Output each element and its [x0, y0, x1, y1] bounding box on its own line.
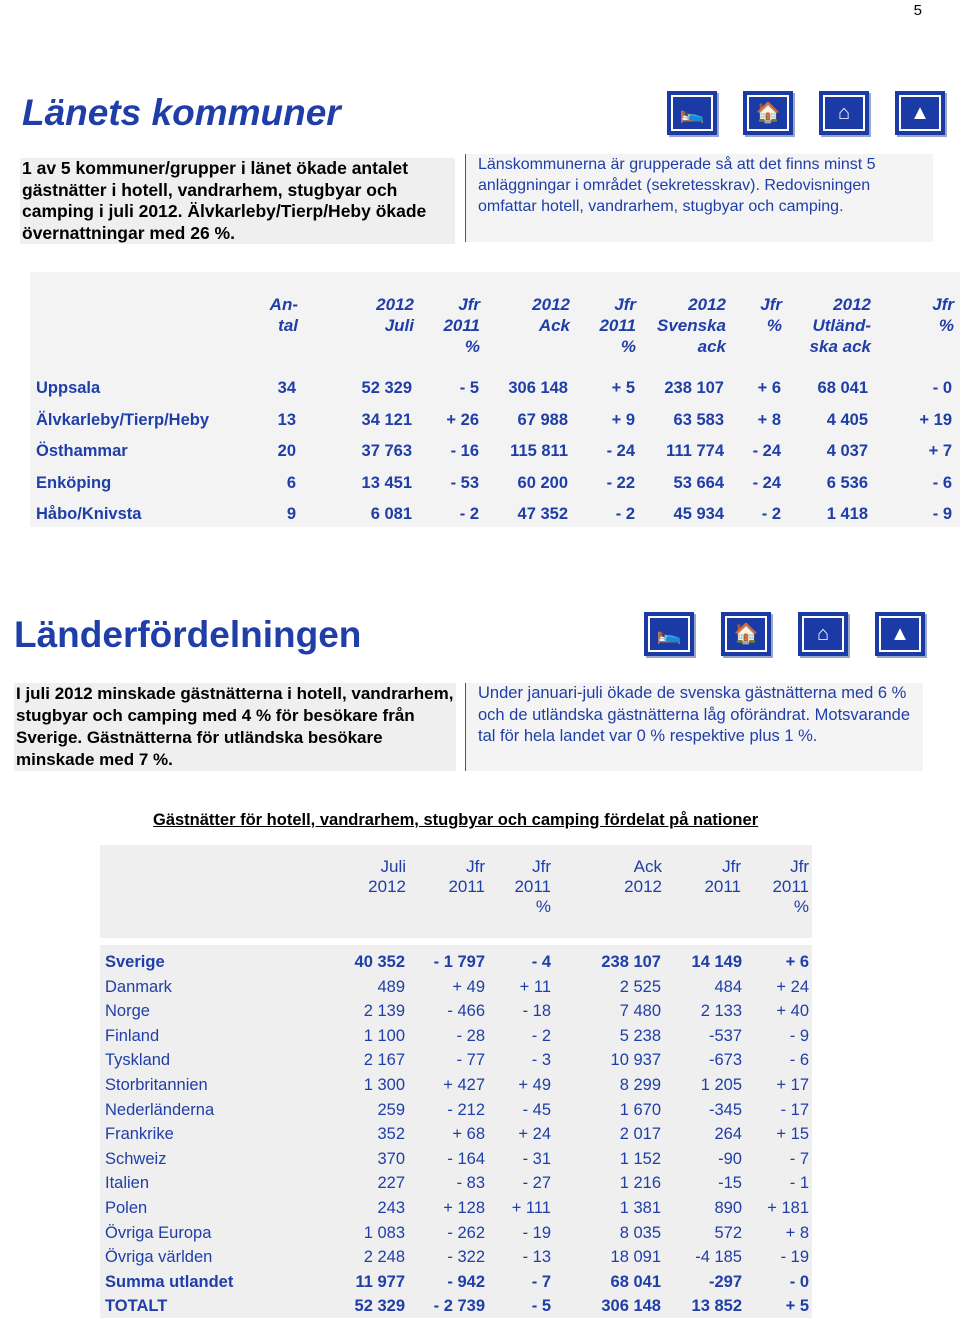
- table2-header-line: %: [793, 897, 809, 916]
- row-name: Övriga världen: [105, 1248, 213, 1267]
- cell-value: -297: [708, 1272, 742, 1291]
- cell-jfr2: - 24: [606, 442, 635, 460]
- table1-header-line: Utländ-: [812, 316, 871, 335]
- table-row: [100, 1101, 812, 1125]
- row-name: TOTALT: [105, 1297, 168, 1316]
- cell-utl: 4 037: [826, 442, 868, 460]
- cell-value: - 31: [522, 1149, 551, 1168]
- row-name: Övriga Europa: [105, 1223, 212, 1242]
- lead-text-lander: I juli 2012 minskade gästnätterna i hotell, vandrarhem, stugbyar och camping med 4 % för besökare från Sverige. Gästnätterna för utländska besökare minskade med 7 %.: [14, 683, 456, 771]
- cell-ack: 306 148: [508, 379, 568, 397]
- cell-utl: 68 041: [817, 379, 868, 397]
- cell-value: 352: [377, 1125, 405, 1144]
- table1-header-line: Juli: [384, 316, 414, 335]
- cell-value: - 7: [531, 1272, 551, 1291]
- cell-value: + 17: [776, 1076, 809, 1094]
- table2-header-line: 2011: [704, 877, 741, 896]
- cell-jfr1: - 53: [450, 473, 479, 492]
- table1-header-line: Jfr: [458, 295, 480, 314]
- row-name: Summa utlandet: [105, 1272, 234, 1291]
- note-text-lander: Under januari-juli ökade de svenska gästnätterna med 6 % och de utländska gästnätterna låg oförändrat. Motsvarande tal för hela landet var 0 % respektive plus 1 %.: [465, 683, 923, 771]
- table2-header-5: [772, 857, 809, 917]
- table2-header-line: 2011: [514, 877, 551, 896]
- cell-jfr4: - 0: [932, 379, 952, 397]
- table1-header-0: [270, 294, 298, 336]
- cell-jfr1: - 2: [459, 505, 479, 523]
- cell-value: 11 977: [355, 1272, 405, 1291]
- table1-header-line: Jfr: [760, 295, 782, 314]
- cell-value: 7 480: [619, 1002, 661, 1021]
- cell-value: 489: [377, 977, 405, 996]
- nations-table: [100, 845, 812, 1318]
- row-name: Storbritannien: [105, 1076, 208, 1094]
- cell-value: 264: [714, 1125, 742, 1144]
- cell-value: 2 139: [363, 1002, 405, 1021]
- cell-value: 18 091: [610, 1248, 661, 1267]
- cell-jfr3: + 6: [757, 379, 781, 397]
- cell-value: 238 107: [601, 953, 661, 971]
- table-row: [30, 442, 960, 466]
- cell-value: 370: [377, 1149, 405, 1168]
- table2-header-line: %: [535, 897, 551, 916]
- page-number: 5: [913, 2, 922, 19]
- cell-value: - 0: [789, 1272, 809, 1291]
- cell-value: + 6: [785, 953, 809, 971]
- section-title-kommuner: Länets kommuner: [22, 92, 341, 133]
- cell-value: + 24: [518, 1125, 551, 1144]
- cell-value: 484: [714, 977, 742, 996]
- cell-value: 306 148: [601, 1297, 661, 1316]
- row-name: Uppsala: [36, 379, 101, 397]
- cell-value: + 8: [785, 1223, 809, 1242]
- cell-value: + 49: [452, 977, 485, 996]
- table2-header-1: [448, 857, 485, 897]
- cell-value: - 19: [522, 1223, 551, 1242]
- table-row: [100, 1150, 812, 1174]
- table2-header-line: Jfr: [532, 857, 551, 876]
- bed-icon: 🛌: [667, 91, 717, 135]
- cell-value: - 19: [780, 1248, 809, 1267]
- cell-utl: 6 536: [826, 473, 868, 492]
- cell-value: 8 035: [619, 1223, 661, 1242]
- cell-juli: 13 451: [361, 473, 412, 492]
- table1-header-6: [760, 294, 782, 336]
- hostel-icon: ⌂: [819, 91, 869, 135]
- cell-value: 1 152: [619, 1149, 661, 1168]
- row-name: Frankrike: [105, 1125, 174, 1144]
- cell-jfr1: + 26: [446, 410, 479, 429]
- row-name: Norge: [105, 1002, 150, 1021]
- cell-value: - 1 797: [433, 953, 485, 971]
- cell-value: 68 041: [610, 1272, 661, 1291]
- cell-value: 2 248: [363, 1248, 405, 1267]
- cell-svenska: 53 664: [673, 473, 724, 492]
- cell-value: 2 525: [619, 977, 661, 996]
- table-row: [100, 1002, 812, 1026]
- table1-header-line: 2012: [688, 295, 726, 314]
- cell-value: 52 329: [354, 1297, 405, 1316]
- cell-value: - 2 739: [433, 1297, 485, 1316]
- cell-value: - 9: [789, 1026, 809, 1045]
- cell-value: - 7: [789, 1149, 809, 1168]
- cell-value: + 5: [785, 1297, 809, 1316]
- cell-jfr3: + 8: [757, 410, 781, 429]
- cell-value: - 322: [447, 1248, 485, 1267]
- cell-value: 1 670: [619, 1100, 661, 1119]
- cell-svenska: 63 583: [673, 410, 724, 429]
- table1-header-line: 2012: [376, 295, 414, 314]
- row-name: Tyskland: [105, 1051, 171, 1070]
- row-name: Polen: [105, 1199, 148, 1217]
- table2-header-line: Ack: [633, 857, 662, 876]
- table-row: [100, 1125, 812, 1149]
- row-name: Italien: [105, 1174, 150, 1193]
- table1-header-line: An-: [269, 295, 298, 314]
- cell-value: 890: [714, 1199, 742, 1217]
- table-row: [100, 1297, 812, 1321]
- row-name: Sverige: [105, 953, 165, 971]
- table-row: [100, 1248, 812, 1272]
- cell-value: 572: [714, 1223, 742, 1242]
- cell-value: - 164: [447, 1149, 485, 1168]
- table1-header-line: Svenska: [657, 316, 726, 335]
- table1-header-8: [932, 294, 954, 336]
- table2-header-line: 2011: [448, 877, 485, 896]
- cell-jfr2: - 22: [606, 473, 635, 492]
- cell-value: - 17: [780, 1100, 809, 1119]
- kommuner-table: [30, 272, 960, 527]
- cell-value: + 24: [776, 977, 809, 996]
- cell-value: 5 238: [619, 1026, 661, 1045]
- cell-ack: 67 988: [517, 410, 568, 429]
- cell-juli: 6 081: [370, 505, 412, 523]
- cell-value: 2 017: [619, 1125, 661, 1144]
- cell-value: 13 852: [691, 1297, 742, 1316]
- cell-value: + 49: [518, 1076, 551, 1094]
- cell-value: -345: [708, 1100, 742, 1119]
- cell-jfr2: - 2: [615, 505, 635, 523]
- row-name: Enköping: [36, 473, 112, 492]
- cell-value: + 128: [443, 1199, 485, 1217]
- table1-header-line: %: [464, 337, 480, 356]
- cell-value: - 262: [447, 1223, 485, 1242]
- cell-jfr1: - 5: [459, 379, 479, 397]
- table2-header-3: [624, 857, 662, 897]
- bed-icon: 🛌: [644, 612, 694, 656]
- row-name: Schweiz: [105, 1149, 167, 1168]
- table-row: [30, 379, 960, 403]
- cell-value: + 11: [519, 977, 551, 996]
- table1-header-2: [443, 294, 480, 357]
- table-row: [100, 978, 812, 1002]
- cell-jfr2: + 5: [611, 379, 635, 397]
- cell-value: 14 149: [691, 953, 742, 971]
- cell-juli: 34 121: [361, 410, 412, 429]
- cell-value: 10 937: [610, 1051, 661, 1070]
- cell-value: -15: [718, 1174, 742, 1193]
- table1-header-4: [599, 294, 636, 357]
- table1-header-line: tal: [278, 316, 298, 335]
- table-row: [100, 1174, 812, 1198]
- row-name: Finland: [105, 1026, 160, 1045]
- cell-jfr2: + 9: [611, 410, 635, 429]
- table-row: [30, 411, 960, 435]
- cell-value: - 942: [447, 1272, 485, 1291]
- cell-svenska: 111 774: [666, 442, 724, 460]
- cell-value: - 3: [531, 1051, 551, 1070]
- cell-antal: 13: [277, 410, 296, 429]
- table-header-separator: [100, 938, 812, 945]
- cell-ack: 60 200: [517, 473, 568, 492]
- table1-header-1: [376, 294, 414, 336]
- cell-value: - 18: [522, 1002, 551, 1021]
- cell-value: -537: [708, 1026, 742, 1045]
- table2-header-line: Jfr: [722, 857, 741, 876]
- table2-header-line: Jfr: [790, 857, 809, 876]
- cell-value: 2 167: [363, 1051, 405, 1070]
- cell-jfr3: - 24: [752, 442, 781, 460]
- table1-header-3: [532, 294, 570, 336]
- cell-value: 40 352: [354, 953, 405, 971]
- table-row: [30, 505, 960, 529]
- cell-value: - 27: [522, 1174, 551, 1193]
- cell-value: -4 185: [695, 1248, 742, 1267]
- cell-value: + 40: [776, 1002, 809, 1021]
- cell-value: 243: [377, 1199, 405, 1217]
- cell-juli: 37 763: [361, 442, 412, 460]
- cell-jfr4: - 9: [932, 505, 952, 523]
- row-name: Östhammar: [36, 442, 128, 460]
- cell-value: - 4: [531, 953, 551, 971]
- cell-value: 1 083: [363, 1223, 405, 1242]
- cabin-icon: 🏠: [721, 612, 771, 656]
- cell-value: - 28: [456, 1026, 485, 1045]
- table1-header-line: ack: [697, 337, 726, 356]
- row-name: Nederländerna: [105, 1100, 215, 1119]
- cell-jfr3: - 24: [752, 473, 781, 492]
- table1-header-line: Jfr: [614, 295, 636, 314]
- cell-svenska: 45 934: [673, 505, 724, 523]
- cell-value: - 77: [456, 1051, 485, 1070]
- table1-header-5: [657, 294, 726, 357]
- table1-header-line: Ack: [538, 316, 570, 335]
- cell-utl: 4 405: [826, 410, 868, 429]
- table-row: [100, 1027, 812, 1051]
- table-row: [100, 953, 812, 977]
- table2-header-0: [368, 857, 406, 897]
- note-text-kommuner: Länskommunerna är grupperade så att det finns minst 5 anläggningar i området (sekretesskrav). Redovisningen omfattar hotell, vandrarhem, stugbyar och camping.: [465, 154, 933, 242]
- cell-jfr1: - 16: [450, 442, 479, 460]
- cell-value: - 466: [447, 1002, 485, 1021]
- cell-value: - 212: [447, 1100, 485, 1119]
- table1-header-line: 2011: [443, 316, 480, 335]
- tent-icon: ▲: [895, 91, 945, 135]
- nations-table-caption: Gästnätter för hotell, vandrarhem, stugbyar och camping fördelat på nationer: [153, 811, 759, 829]
- icon-row-top: [667, 91, 945, 135]
- cell-antal: 34: [277, 379, 296, 397]
- lead-text-kommuner: 1 av 5 kommuner/grupper i länet ökade antalet gästnätter i hotell, vandrarhem, stugbyar och camping i juli 2012. Älvkarleby/Tierp/Heby ökade övernattningar med 26 %.: [20, 158, 455, 244]
- row-name: Älvkarleby/Tierp/Heby: [36, 410, 210, 429]
- table1-header-line: Jfr: [932, 295, 954, 314]
- cell-jfr4: + 19: [919, 410, 952, 429]
- cell-value: -90: [718, 1149, 742, 1168]
- cell-value: 1 216: [619, 1174, 661, 1193]
- table-row: [100, 1199, 812, 1223]
- table-row: [100, 1273, 812, 1297]
- cell-ack: 115 811: [510, 442, 568, 460]
- cell-jfr4: + 7: [928, 442, 952, 460]
- cell-value: + 111: [511, 1199, 551, 1217]
- table2-header-4: [704, 857, 741, 897]
- table2-header-line: 2011: [772, 877, 809, 896]
- table1-header-line: %: [938, 316, 954, 335]
- cell-value: 259: [377, 1100, 405, 1119]
- cell-value: 1 205: [700, 1076, 742, 1094]
- icon-row-bottom: [644, 612, 925, 656]
- cell-value: + 68: [452, 1125, 485, 1144]
- cell-value: 8 299: [619, 1076, 661, 1094]
- cell-value: - 83: [456, 1174, 485, 1193]
- section-title-lander: Länderfördelningen: [14, 614, 362, 655]
- cell-utl: 1 418: [826, 505, 868, 523]
- cell-jfr4: - 6: [932, 473, 952, 492]
- cell-antal: 6: [286, 473, 296, 492]
- cell-ack: 47 352: [517, 505, 568, 523]
- table1-header-line: %: [620, 337, 636, 356]
- table2-header-line: 2012: [368, 877, 406, 896]
- table1-header-7: [810, 294, 871, 357]
- table2-header-line: Jfr: [466, 857, 485, 876]
- cell-antal: 20: [277, 442, 296, 460]
- table1-header-line: 2011: [599, 316, 636, 335]
- table1-header-line: %: [766, 316, 782, 335]
- table2-header-line: Juli: [380, 857, 406, 876]
- table2-header-2: [514, 857, 551, 917]
- cabin-icon: 🏠: [743, 91, 793, 135]
- cell-antal: 9: [286, 505, 296, 523]
- row-name: Danmark: [105, 977, 172, 996]
- cell-value: - 1: [789, 1174, 809, 1193]
- cell-value: 1 300: [363, 1076, 405, 1094]
- cell-value: + 15: [776, 1125, 809, 1144]
- cell-value: -673: [708, 1051, 742, 1070]
- table1-header-line: 2012: [532, 295, 570, 314]
- table-row: [100, 1076, 812, 1100]
- cell-value: 1 100: [363, 1026, 405, 1045]
- cell-value: 2 133: [700, 1002, 742, 1021]
- cell-value: + 427: [443, 1076, 485, 1094]
- cell-value: - 13: [522, 1248, 551, 1267]
- cell-value: - 45: [522, 1100, 551, 1119]
- cell-juli: 52 329: [361, 379, 412, 397]
- table-row: [100, 1051, 812, 1075]
- cell-value: 227: [377, 1174, 405, 1193]
- cell-value: 1 381: [619, 1199, 661, 1217]
- table-row: [100, 1224, 812, 1248]
- table1-header-line: 2012: [833, 295, 871, 314]
- cell-value: + 181: [767, 1199, 809, 1217]
- cell-value: - 2: [531, 1026, 551, 1045]
- cell-value: - 5: [531, 1297, 551, 1316]
- tent-icon: ▲: [875, 612, 925, 656]
- table-row: [30, 474, 960, 498]
- table2-header-line: 2012: [624, 877, 662, 896]
- row-name: Håbo/Knivsta: [36, 505, 142, 523]
- cell-svenska: 238 107: [664, 379, 724, 397]
- hostel-icon: ⌂: [798, 612, 848, 656]
- cell-value: - 6: [789, 1051, 809, 1070]
- cell-jfr3: - 2: [761, 505, 781, 523]
- table1-header-line: ska ack: [809, 337, 871, 356]
